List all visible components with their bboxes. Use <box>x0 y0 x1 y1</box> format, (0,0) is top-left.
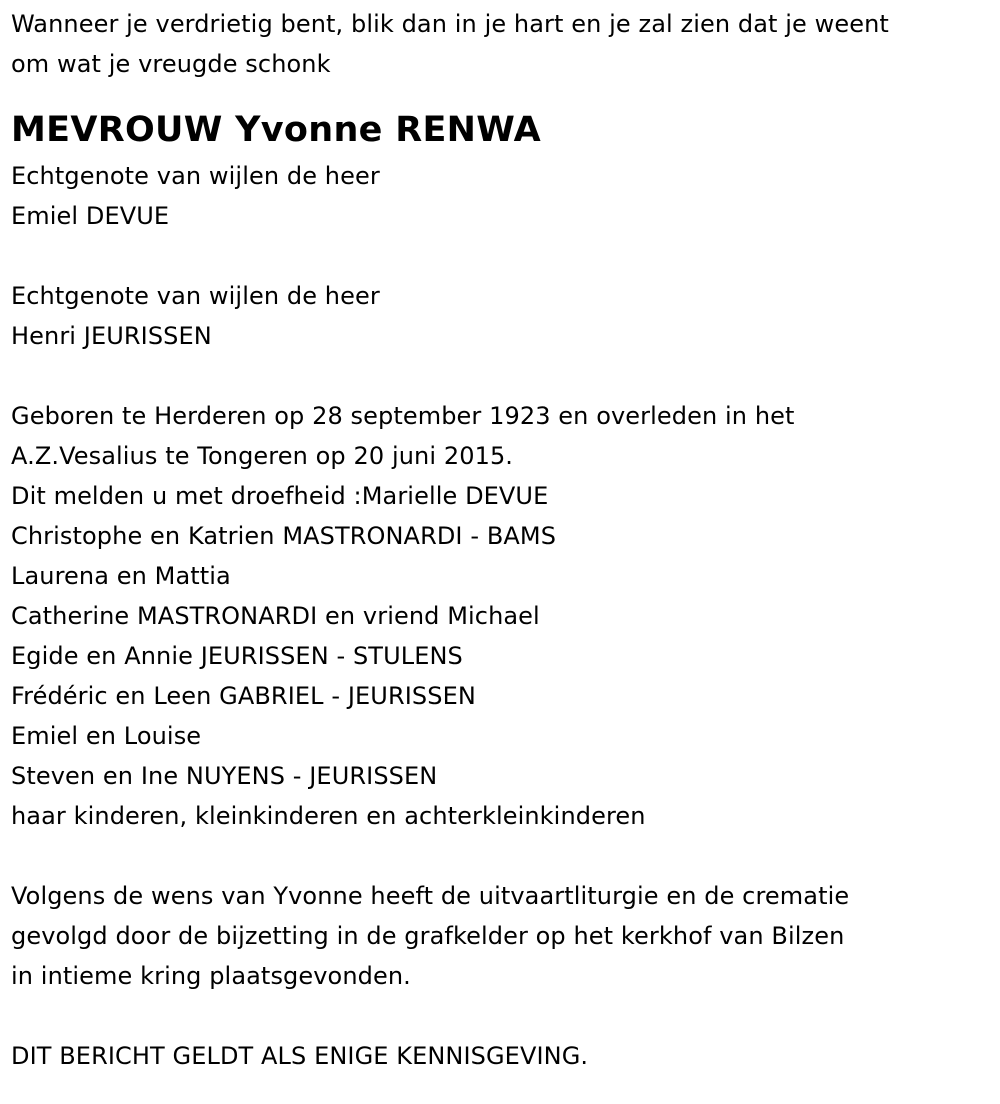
family-line: Egide en Annie JEURISSEN - STULENS <box>11 642 463 670</box>
family-line: Frédéric en Leen GABRIEL - JEURISSEN <box>11 682 476 710</box>
announcement-line: A.Z.Vesalius te Tongeren op 20 juni 2015. <box>11 442 514 470</box>
family-line: Catherine MASTRONARDI en vriend Michael <box>11 602 540 630</box>
spouse-line: Henri JEURISSEN <box>11 322 212 350</box>
ceremony-line: Volgens de wens van Yvonne heeft de uitvaartliturgie en de crematie <box>11 882 850 910</box>
paragraph-spacer <box>11 236 991 276</box>
spouse-section-2 <box>11 276 991 356</box>
spouse-line: Emiel DEVUE <box>11 202 170 230</box>
ceremony-section <box>11 876 991 996</box>
spouse-section-1 <box>11 156 991 236</box>
spouse-line: Echtgenote van wijlen de heer <box>11 162 380 190</box>
paragraph-spacer <box>11 356 991 396</box>
obituary-document <box>11 4 991 1076</box>
quote-line: Wanneer je verdrietig bent, blik dan in je hart en je zal zien dat je weent <box>11 10 889 38</box>
paragraph-spacer <box>11 836 991 876</box>
opening-quote <box>11 4 991 84</box>
family-line: Laurena en Mattia <box>11 562 231 590</box>
family-line: Christophe en Katrien MASTRONARDI - BAMS <box>11 522 557 550</box>
family-line: Steven en Ine NUYENS - JEURISSEN <box>11 762 438 790</box>
spouse-line: Echtgenote van wijlen de heer <box>11 282 380 310</box>
family-summary-line: haar kinderen, kleinkinderen en achterkleinkinderen <box>11 802 646 830</box>
family-line: Emiel en Louise <box>11 722 202 750</box>
deceased-name-heading: MEVROUW Yvonne RENWA <box>11 110 541 150</box>
ceremony-line: gevolgd door de bijzetting in de grafkelder op het kerkhof van Bilzen <box>11 922 845 950</box>
closing-notice: DIT BERICHT GELDT ALS ENIGE KENNISGEVING. <box>11 1042 589 1070</box>
announcement-line: Dit melden u met droefheid :Marielle DEVUE <box>11 482 549 510</box>
announcement-section <box>11 396 991 836</box>
quote-line: om wat je vreugde schonk <box>11 50 331 78</box>
announcement-line: Geboren te Herderen op 28 september 1923 en overleden in het <box>11 402 795 430</box>
ceremony-line: in intieme kring plaatsgevonden. <box>11 962 411 990</box>
paragraph-spacer <box>11 996 991 1036</box>
